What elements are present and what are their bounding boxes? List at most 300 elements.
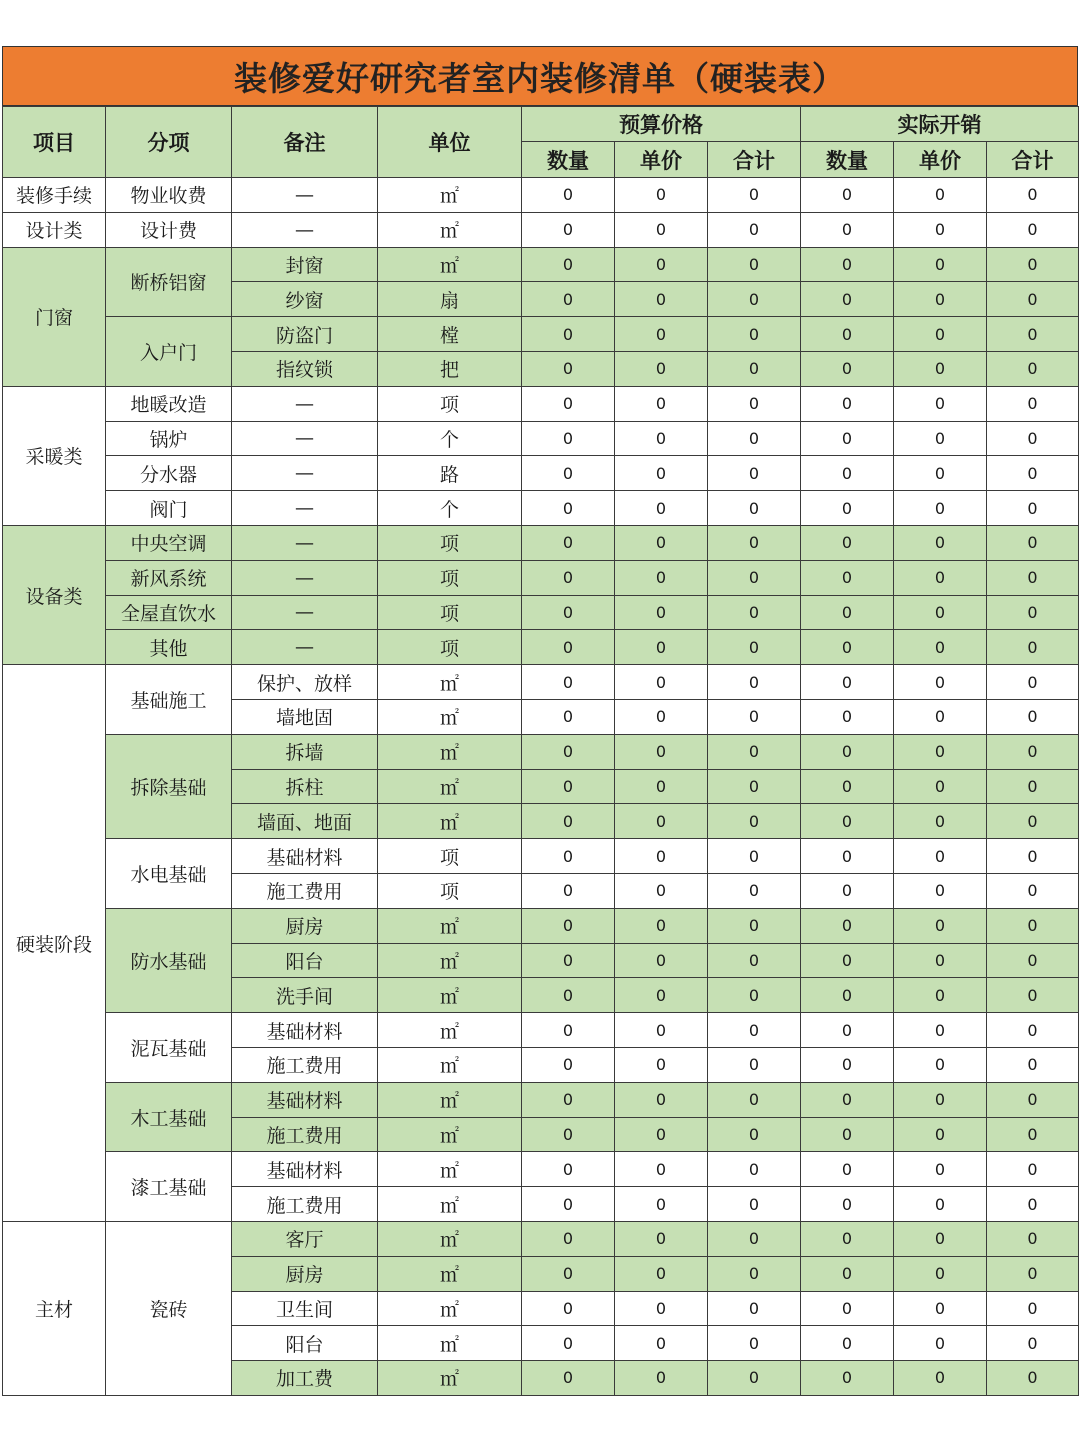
value-cell: 0 (708, 1047, 801, 1082)
value-cell: 0 (708, 1152, 801, 1187)
value-cell: 0 (894, 386, 987, 421)
value-cell: 0 (615, 1117, 708, 1152)
value-cell: 0 (615, 178, 708, 213)
spreadsheet (2, 46, 1078, 1396)
value-cell: 0 (987, 1117, 1079, 1152)
header-unit: 单位 (378, 107, 522, 178)
table-cell: 木工基础 (106, 1082, 232, 1152)
value-cell: 0 (708, 1082, 801, 1117)
table-cell: ㎡ (378, 1187, 522, 1222)
value-cell: 0 (522, 351, 615, 386)
value-cell: 0 (987, 1047, 1079, 1082)
table-cell: 洗手间 (232, 978, 378, 1013)
header-sub: 分项 (106, 107, 232, 178)
value-cell: 0 (987, 943, 1079, 978)
value-cell: 0 (894, 1221, 987, 1256)
value-cell: 0 (894, 247, 987, 282)
header-budget-price: 单价 (615, 142, 708, 178)
value-cell: 0 (522, 491, 615, 526)
table-cell: 分水器 (106, 456, 232, 491)
value-cell: 0 (708, 247, 801, 282)
value-cell: 0 (894, 212, 987, 247)
value-cell: 0 (522, 839, 615, 874)
value-cell: 0 (615, 595, 708, 630)
value-cell: 0 (894, 491, 987, 526)
value-cell: 0 (615, 804, 708, 839)
value-cell: 0 (708, 1291, 801, 1326)
table-row (3, 595, 1079, 630)
value-cell: 0 (894, 1013, 987, 1048)
value-cell: 0 (894, 943, 987, 978)
value-cell: 0 (987, 525, 1079, 560)
table-cell: 封窗 (232, 247, 378, 282)
value-cell: 0 (801, 1326, 894, 1361)
table-cell: — (232, 595, 378, 630)
table-cell: — (232, 630, 378, 665)
value-cell: 0 (708, 769, 801, 804)
value-cell: 0 (615, 665, 708, 700)
table-cell: 阳台 (232, 1326, 378, 1361)
value-cell: 0 (987, 282, 1079, 317)
table-row (3, 734, 1079, 769)
value-cell: 0 (801, 839, 894, 874)
value-cell: 0 (801, 212, 894, 247)
value-cell: 0 (522, 665, 615, 700)
value-cell: 0 (801, 943, 894, 978)
value-cell: 0 (801, 1256, 894, 1291)
table-cell: 锅炉 (106, 421, 232, 456)
value-cell: 0 (894, 1117, 987, 1152)
value-cell: 0 (615, 351, 708, 386)
table-cell: 拆柱 (232, 769, 378, 804)
value-cell: 0 (987, 1256, 1079, 1291)
table-cell: 项 (378, 839, 522, 874)
value-cell: 0 (708, 386, 801, 421)
value-cell: 0 (615, 1187, 708, 1222)
value-cell: 0 (987, 212, 1079, 247)
table-row (3, 456, 1079, 491)
table-row (3, 630, 1079, 665)
value-cell: 0 (801, 525, 894, 560)
value-cell: 0 (522, 212, 615, 247)
value-cell: 0 (615, 282, 708, 317)
value-cell: 0 (522, 943, 615, 978)
value-cell: 0 (708, 1256, 801, 1291)
value-cell: 0 (987, 1152, 1079, 1187)
table-cell: 设备类 (3, 525, 106, 664)
value-cell: 0 (522, 1256, 615, 1291)
value-cell: 0 (708, 1117, 801, 1152)
value-cell: 0 (987, 351, 1079, 386)
value-cell: 0 (894, 665, 987, 700)
value-cell: 0 (801, 1117, 894, 1152)
table-cell: 施工费用 (232, 873, 378, 908)
value-cell: 0 (801, 386, 894, 421)
value-cell: 0 (801, 456, 894, 491)
value-cell: 0 (522, 1117, 615, 1152)
value-cell: 0 (522, 317, 615, 352)
header-budget-qty: 数量 (522, 142, 615, 178)
table-row (3, 1152, 1079, 1187)
table-cell: 项 (378, 560, 522, 595)
value-cell: 0 (801, 491, 894, 526)
value-cell: 0 (894, 978, 987, 1013)
value-cell: 0 (708, 665, 801, 700)
table-cell: 基础材料 (232, 839, 378, 874)
table-cell: 采暖类 (3, 386, 106, 525)
value-cell: 0 (987, 839, 1079, 874)
table-cell: ㎡ (378, 212, 522, 247)
table-cell: 泥瓦基础 (106, 1013, 232, 1083)
value-cell: 0 (615, 943, 708, 978)
table-cell: 纱窗 (232, 282, 378, 317)
value-cell: 0 (615, 247, 708, 282)
value-cell: 0 (987, 178, 1079, 213)
value-cell: 0 (987, 978, 1079, 1013)
table-cell: ㎡ (378, 1117, 522, 1152)
value-cell: 0 (894, 1291, 987, 1326)
table-cell: 设计费 (106, 212, 232, 247)
table-cell: 入户门 (106, 317, 232, 387)
table-row (3, 1221, 1079, 1256)
table-cell: ㎡ (378, 769, 522, 804)
value-cell: 0 (894, 804, 987, 839)
value-cell: 0 (522, 1013, 615, 1048)
table-cell: — (232, 178, 378, 213)
header-budget-total: 合计 (708, 142, 801, 178)
value-cell: 0 (894, 1152, 987, 1187)
table-cell: 基础材料 (232, 1152, 378, 1187)
table-cell: 新风系统 (106, 560, 232, 595)
value-cell: 0 (708, 212, 801, 247)
value-cell: 0 (522, 1047, 615, 1082)
table-cell: ㎡ (378, 1361, 522, 1396)
value-cell: 0 (894, 525, 987, 560)
value-cell: 0 (708, 734, 801, 769)
value-cell: 0 (894, 560, 987, 595)
value-cell: 0 (708, 491, 801, 526)
value-cell: 0 (522, 978, 615, 1013)
value-cell: 0 (615, 1361, 708, 1396)
table-cell: — (232, 421, 378, 456)
table-cell: 项 (378, 386, 522, 421)
value-cell: 0 (801, 699, 894, 734)
value-cell: 0 (708, 317, 801, 352)
value-cell: 0 (894, 839, 987, 874)
value-cell: 0 (522, 734, 615, 769)
value-cell: 0 (801, 1291, 894, 1326)
value-cell: 0 (894, 282, 987, 317)
value-cell: 0 (522, 386, 615, 421)
value-cell: 0 (522, 1152, 615, 1187)
table-cell: 主材 (3, 1221, 106, 1395)
value-cell: 0 (522, 769, 615, 804)
table-row (3, 421, 1079, 456)
value-cell: 0 (801, 1361, 894, 1396)
table-cell: 瓷砖 (106, 1221, 232, 1395)
table-cell: 加工费 (232, 1361, 378, 1396)
table-cell: 拆除基础 (106, 734, 232, 838)
value-cell: 0 (894, 317, 987, 352)
value-cell: 0 (708, 595, 801, 630)
table-row (3, 178, 1079, 213)
value-cell: 0 (522, 456, 615, 491)
table-cell: 路 (378, 456, 522, 491)
table-cell: 其他 (106, 630, 232, 665)
table-cell: ㎡ (378, 1152, 522, 1187)
table-cell: 水电基础 (106, 839, 232, 909)
value-cell: 0 (708, 1326, 801, 1361)
value-cell: 0 (708, 456, 801, 491)
value-cell: 0 (801, 1082, 894, 1117)
table-cell: ㎡ (378, 1291, 522, 1326)
table-row (3, 386, 1079, 421)
value-cell: 0 (801, 1013, 894, 1048)
value-cell: 0 (987, 456, 1079, 491)
value-cell: 0 (801, 978, 894, 1013)
value-cell: 0 (708, 630, 801, 665)
table-cell: — (232, 491, 378, 526)
table-cell: 把 (378, 351, 522, 386)
value-cell: 0 (987, 421, 1079, 456)
table-cell: 樘 (378, 317, 522, 352)
value-cell: 0 (615, 1256, 708, 1291)
table-cell: 个 (378, 421, 522, 456)
value-cell: 0 (801, 630, 894, 665)
table-row (3, 665, 1079, 700)
table-cell: 指纹锁 (232, 351, 378, 386)
value-cell: 0 (894, 421, 987, 456)
sheet-title: 装修爱好研究者室内装修清单（硬装表） (2, 46, 1078, 106)
table-cell: ㎡ (378, 908, 522, 943)
value-cell: 0 (801, 421, 894, 456)
table-cell: ㎡ (378, 943, 522, 978)
table-cell: 基础材料 (232, 1082, 378, 1117)
table-cell: 项 (378, 873, 522, 908)
value-cell: 0 (708, 873, 801, 908)
table-cell: ㎡ (378, 247, 522, 282)
table-cell: 墙地固 (232, 699, 378, 734)
value-cell: 0 (522, 1082, 615, 1117)
table-cell: 项 (378, 595, 522, 630)
value-cell: 0 (987, 908, 1079, 943)
table-row (3, 247, 1079, 282)
table-cell: ㎡ (378, 1326, 522, 1361)
value-cell: 0 (708, 351, 801, 386)
value-cell: 0 (708, 943, 801, 978)
value-cell: 0 (615, 1082, 708, 1117)
table-cell: 防盗门 (232, 317, 378, 352)
value-cell: 0 (615, 769, 708, 804)
value-cell: 0 (615, 317, 708, 352)
value-cell: 0 (894, 595, 987, 630)
table-row (3, 1082, 1079, 1117)
table-cell: 项 (378, 525, 522, 560)
table-cell: 漆工基础 (106, 1152, 232, 1222)
value-cell: 0 (987, 1082, 1079, 1117)
value-cell: 0 (708, 421, 801, 456)
value-cell: 0 (801, 282, 894, 317)
value-cell: 0 (987, 630, 1079, 665)
value-cell: 0 (801, 247, 894, 282)
value-cell: 0 (615, 456, 708, 491)
value-cell: 0 (801, 665, 894, 700)
value-cell: 0 (522, 908, 615, 943)
value-cell: 0 (894, 699, 987, 734)
table-cell: ㎡ (378, 1082, 522, 1117)
value-cell: 0 (615, 908, 708, 943)
table-cell: ㎡ (378, 1256, 522, 1291)
value-cell: 0 (894, 1326, 987, 1361)
table-cell: 阳台 (232, 943, 378, 978)
value-cell: 0 (801, 317, 894, 352)
value-cell: 0 (987, 873, 1079, 908)
value-cell: 0 (522, 1326, 615, 1361)
table-cell: 基础材料 (232, 1013, 378, 1048)
value-cell: 0 (615, 1152, 708, 1187)
value-cell: 0 (615, 421, 708, 456)
value-cell: 0 (522, 873, 615, 908)
value-cell: 0 (987, 595, 1079, 630)
table-cell: ㎡ (378, 734, 522, 769)
table-cell: — (232, 212, 378, 247)
value-cell: 0 (801, 769, 894, 804)
value-cell: 0 (987, 804, 1079, 839)
value-cell: 0 (987, 1187, 1079, 1222)
value-cell: 0 (894, 178, 987, 213)
value-cell: 0 (987, 247, 1079, 282)
value-cell: 0 (987, 491, 1079, 526)
value-cell: 0 (522, 1187, 615, 1222)
table-cell: 全屋直饮水 (106, 595, 232, 630)
table-row (3, 525, 1079, 560)
table-row (3, 317, 1079, 352)
value-cell: 0 (615, 734, 708, 769)
value-cell: 0 (522, 178, 615, 213)
value-cell: 0 (708, 178, 801, 213)
table-cell: 装修手续 (3, 178, 106, 213)
value-cell: 0 (894, 1082, 987, 1117)
value-cell: 0 (801, 734, 894, 769)
table-cell: 物业收费 (106, 178, 232, 213)
value-cell: 0 (987, 1326, 1079, 1361)
value-cell: 0 (708, 908, 801, 943)
value-cell: 0 (615, 491, 708, 526)
table-cell: ㎡ (378, 978, 522, 1013)
value-cell: 0 (522, 1361, 615, 1396)
table-cell: 断桥铝窗 (106, 247, 232, 317)
value-cell: 0 (615, 1047, 708, 1082)
value-cell: 0 (522, 560, 615, 595)
value-cell: 0 (615, 212, 708, 247)
value-cell: 0 (894, 734, 987, 769)
value-cell: 0 (615, 873, 708, 908)
value-cell: 0 (522, 804, 615, 839)
value-cell: 0 (522, 247, 615, 282)
header-project: 项目 (3, 107, 106, 178)
table-cell: 厨房 (232, 1256, 378, 1291)
value-cell: 0 (894, 769, 987, 804)
value-cell: 0 (615, 839, 708, 874)
value-cell: 0 (522, 699, 615, 734)
value-cell: 0 (522, 525, 615, 560)
value-cell: 0 (801, 1152, 894, 1187)
value-cell: 0 (615, 1291, 708, 1326)
value-cell: 0 (708, 978, 801, 1013)
value-cell: 0 (801, 804, 894, 839)
table-row (3, 491, 1079, 526)
value-cell: 0 (522, 630, 615, 665)
table-cell: 中央空调 (106, 525, 232, 560)
table-cell: ㎡ (378, 1013, 522, 1048)
value-cell: 0 (615, 630, 708, 665)
value-cell: 0 (708, 1361, 801, 1396)
value-cell: 0 (708, 282, 801, 317)
value-cell: 0 (987, 386, 1079, 421)
table-cell: 阀门 (106, 491, 232, 526)
table-cell: 拆墙 (232, 734, 378, 769)
value-cell: 0 (615, 1221, 708, 1256)
value-cell: 0 (987, 665, 1079, 700)
value-cell: 0 (894, 1187, 987, 1222)
value-cell: 0 (894, 1361, 987, 1396)
value-cell: 0 (801, 1047, 894, 1082)
table-cell: 扇 (378, 282, 522, 317)
header-actual-price: 单价 (894, 142, 987, 178)
value-cell: 0 (801, 178, 894, 213)
table-cell: ㎡ (378, 178, 522, 213)
table-cell: 施工费用 (232, 1187, 378, 1222)
value-cell: 0 (615, 1326, 708, 1361)
table-row (3, 560, 1079, 595)
table-cell: 设计类 (3, 212, 106, 247)
value-cell: 0 (987, 734, 1079, 769)
value-cell: 0 (708, 1187, 801, 1222)
table-cell: 墙面、地面 (232, 804, 378, 839)
value-cell: 0 (987, 1221, 1079, 1256)
value-cell: 0 (987, 560, 1079, 595)
value-cell: 0 (522, 1221, 615, 1256)
table-cell: 施工费用 (232, 1047, 378, 1082)
value-cell: 0 (894, 630, 987, 665)
table-cell: 施工费用 (232, 1117, 378, 1152)
table-cell: — (232, 456, 378, 491)
table-row (3, 839, 1079, 874)
value-cell: 0 (615, 978, 708, 1013)
table-cell: ㎡ (378, 804, 522, 839)
value-cell: 0 (708, 525, 801, 560)
value-cell: 0 (522, 282, 615, 317)
value-cell: 0 (894, 1256, 987, 1291)
table-cell: 厨房 (232, 908, 378, 943)
table-cell: 保护、放样 (232, 665, 378, 700)
header-actual-total: 合计 (987, 142, 1079, 178)
value-cell: 0 (801, 908, 894, 943)
value-cell: 0 (522, 1291, 615, 1326)
value-cell: 0 (708, 1013, 801, 1048)
value-cell: 0 (894, 1047, 987, 1082)
header-budget: 预算价格 (522, 107, 801, 142)
value-cell: 0 (801, 560, 894, 595)
table-row (3, 908, 1079, 943)
table-cell: — (232, 386, 378, 421)
header-note: 备注 (232, 107, 378, 178)
value-cell: 0 (708, 1221, 801, 1256)
value-cell: 0 (801, 1187, 894, 1222)
value-cell: 0 (987, 317, 1079, 352)
value-cell: 0 (894, 873, 987, 908)
value-cell: 0 (522, 595, 615, 630)
